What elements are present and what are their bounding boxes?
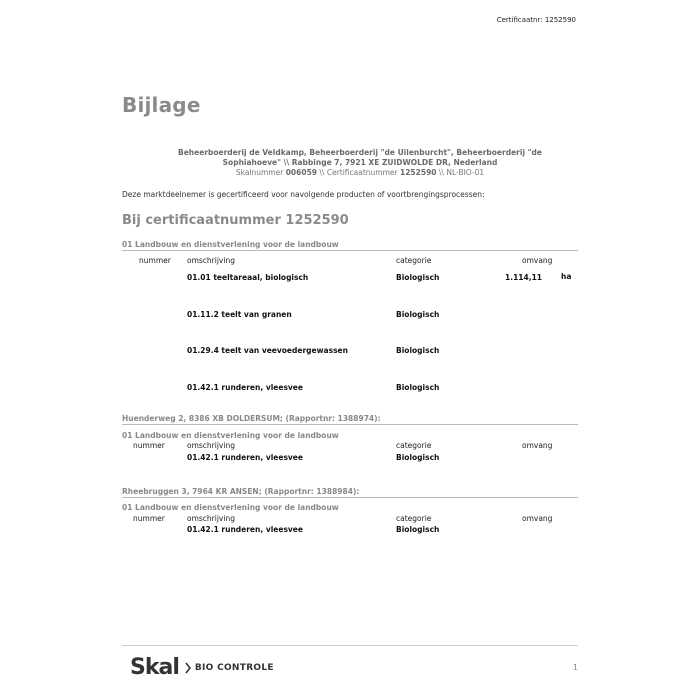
logo-subtitle: BIO CONTROLE (194, 662, 274, 673)
section-title: 01 Landbouw en dienstverlening voor de landbouw (122, 431, 339, 440)
column-header-nummer: nummer (133, 514, 165, 523)
column-header-omvang: omvang (522, 441, 553, 450)
column-header-categorie: categorie (396, 441, 432, 450)
address-block (150, 148, 570, 178)
skal-logo (130, 655, 274, 680)
column-header-nummer: nummer (139, 256, 171, 265)
row-category: Biologisch (396, 310, 440, 319)
column-header-categorie: categorie (396, 514, 432, 523)
row-description: 01.42.1 runderen, vleesvee (187, 383, 303, 392)
column-header-omvang: omvang (522, 256, 553, 265)
location-title: Huenderweg 2, 8386 XB DOLDERSUM; (Rapportnr: 1388974): (122, 414, 381, 423)
location-title: Rheebruggen 3, 7964 KR ANSEN; (Rapportnr: 1388984): (122, 487, 360, 496)
certificate-subheading: Bij certificaatnummer 1252590 (122, 213, 349, 228)
location-divider (122, 497, 578, 498)
intro-text: Deze marktdeelnemer is gecertificeerd voor navolgende producten of voortbrengingsprocessen: (122, 190, 485, 199)
column-header-categorie: categorie (396, 256, 432, 265)
row-description: 01.29.4 teelt van veevoedergewassen (187, 346, 348, 355)
column-header-omschrijving: omschrijving (187, 514, 235, 523)
page-title: Bijlage (122, 93, 201, 117)
location-divider (122, 424, 578, 425)
row-category: Biologisch (396, 453, 440, 462)
row-description: 01.11.2 teelt van granen (187, 310, 292, 319)
row-amount: 1.114,11 (505, 273, 543, 282)
column-header-omvang: omvang (522, 514, 553, 523)
row-description: 01.42.1 runderen, vleesvee (187, 525, 303, 534)
address-line-1: Beheerboerderij de Veldkamp, Beheerboerderij "de Uilenburcht", Beheerboerderij "de (177, 148, 542, 157)
certificate-number-header: Certificaatnr: 1252590 (496, 16, 576, 24)
row-category: Biologisch (396, 346, 440, 355)
section-divider (122, 250, 578, 251)
footer-divider (122, 645, 578, 646)
row-category: Biologisch (396, 525, 440, 534)
row-unit: ha (561, 272, 572, 281)
column-header-omschrijving: omschrijving (187, 256, 235, 265)
address-line-2: Sophiahoeve" \\ Rabbinge 7, 7921 XE ZUIDWOLDE DR, Nederland (222, 158, 498, 167)
section-title: 01 Landbouw en dienstverlening voor de landbouw (122, 240, 339, 249)
section-title: 01 Landbouw en dienstverlening voor de landbouw (122, 503, 339, 512)
logo-word: Skal (130, 655, 179, 680)
page-number: 1 (572, 663, 578, 672)
column-header-omschrijving: omschrijving (187, 441, 235, 450)
skalnummer: 006059 (285, 168, 318, 177)
row-category: Biologisch (396, 383, 440, 392)
row-description: 01.42.1 runderen, vleesvee (187, 453, 303, 462)
column-header-nummer: nummer (133, 441, 165, 450)
row-description: 01.01 teeltareaal, biologisch (187, 273, 309, 282)
certificaatnummer: 1252590 (399, 168, 437, 177)
address-line-3: Skalnummer 006059 \\ Certificaatnummer 1252590 \\ NL-BIO-01 (235, 168, 485, 177)
chevron-right-icon (185, 662, 191, 674)
row-category: Biologisch (396, 273, 440, 282)
